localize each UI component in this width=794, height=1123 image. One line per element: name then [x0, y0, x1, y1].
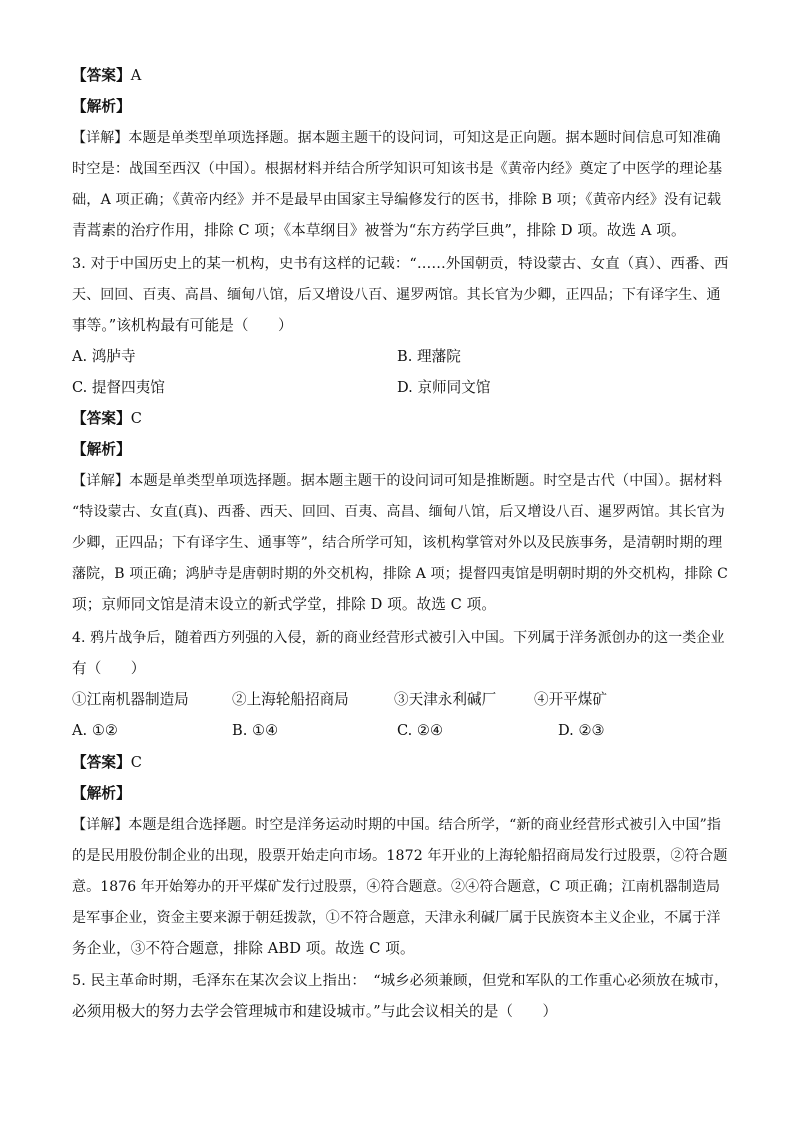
q4-detail-line: 【详解】本题是组合选择题。时空是洋务运动时期的中国。结合所学，“新的商业经营形式被引入中国”指 [72, 817, 722, 833]
q2-analysis-tag: 【解析】 [72, 98, 131, 115]
q2-answer-line [72, 66, 141, 86]
q2-detail-line: 础，A 项正确；《黄帝内经》并不是最早由国家主导编修发行的医书，排除 B 项；《黄帝内经》没有记载 [72, 192, 722, 208]
q4-detail-line: 是军事企业，资金主要来源于朝廷拨款，①不符合题意，天津永利碱厂属于民族资本主义企业，不属于洋 [72, 910, 721, 926]
q3-analysis-tag: 【解析】 [72, 441, 131, 458]
q3-detail-line: 藩院，B 项正确；鸿胪寺是唐朝时期的外交机构，排除 A 项；提督四夷馆是明朝时期的外交机构，排除 C [72, 566, 728, 582]
q3-option-c: C. 提督四夷馆 [72, 379, 165, 396]
q4-item-4: ④开平煤矿 [534, 691, 607, 708]
answer-value: A [130, 67, 142, 84]
answer-tag: 【答案】 [72, 754, 131, 771]
q4-option-b: B. ①④ [232, 722, 279, 739]
q4-item-1: ①江南机器制造局 [72, 691, 189, 708]
answer-tag: 【答案】 [72, 67, 131, 84]
q3-answer-line [72, 409, 142, 429]
q4-detail-line: 的是民用股份制企业的出现，股票开始走向市场。1872 年开业的上海轮船招商局发行过股票，②符合题 [72, 848, 728, 864]
q4-option-c: C. ②④ [397, 722, 444, 739]
q4-stem-line: 有（ ） [72, 660, 146, 677]
q3-option-b: B. 理藩院 [397, 348, 461, 365]
q3-option-d: D. 京师同文馆 [397, 379, 491, 396]
q5-stem-line: 必须用极大的努力去学会管理城市和建设城市。”与此会议相关的是（ ） [72, 1003, 558, 1020]
q4-option-a: A. ①② [72, 722, 118, 739]
q3-stem-line: 天、回回、百夷、高昌、缅甸八馆，后又增设八百、暹罗两馆。其长官为少卿，正四品；下有译字生、通 [72, 287, 721, 303]
q4-detail-line: 务企业，③不符合题意，排除 ABD 项。故选 C 项。 [72, 940, 415, 957]
q3-option-a: A. 鸿胪寺 [72, 348, 136, 365]
q2-detail-line: 青蒿素的治疗作用，排除 C 项；《本草纲目》被誉为“东方药学巨典”，排除 D 项。故选 A 项。 [72, 222, 686, 239]
q3-detail-line: 【详解】本题是单类型单项选择题。据本题主题干的设问词可知是推断题。时空是古代（中国）。据材料 [72, 473, 723, 489]
q4-analysis-tag: 【解析】 [72, 785, 131, 802]
q4-item-2: ②上海轮船招商局 [232, 691, 349, 708]
q4-item-3: ③天津永利碱厂 [394, 691, 497, 708]
q2-detail-line: 【详解】本题是单类型单项选择题。据本题主题干的设问词，可知这是正向题。据本题时间信息可知准确 [72, 130, 721, 146]
q4-stem-line: 4. 鸦片战争后，随着西方列强的入侵，新的商业经营形式被引入中国。下列属于洋务派创办的这一类企业 [72, 630, 725, 646]
answer-tag: 【答案】 [72, 410, 131, 427]
answer-value: C [130, 410, 143, 427]
q4-answer-line [72, 753, 142, 773]
answer-value: C [130, 754, 143, 771]
q2-detail-line: 时空是：战国至西汉（中国）。根据材料并结合所学知识可知该书是《黄帝内经》奠定了中医学的理论基 [72, 161, 723, 177]
q3-detail-line: “特设蒙古、女直(真)、西番、西天、回回、百夷、高昌、缅甸八馆，后又增设八百、暹罗两馆。其长官为 [72, 504, 725, 520]
q3-stem-line: 3. 对于中国历史上的某一机构，史书有这样的记载：“……外国朝贡，特设蒙古、女直（真）、西番、西 [72, 256, 729, 272]
q4-detail-line: 意。1876 年开始筹办的开平煤矿发行过股票，④符合题意。②④符合题意，C 项正确；江南机器制造局 [72, 879, 721, 895]
q3-detail-line: 少卿，正四品；下有译字生、通事等”，结合所学可知，该机构掌管对外以及民族事务，是清朝时期的理 [72, 535, 723, 551]
q5-stem-line: 5. 民主革命时期，毛泽东在某次会议上指出： “城乡必须兼顾，但党和军队的工作重心必须放在城市， [72, 973, 729, 989]
q3-detail-line: 项；京师同文馆是清末设立的新式学堂，排除 D 项。故选 C 项。 [72, 596, 497, 613]
q4-option-d: D. ②③ [558, 722, 605, 739]
q3-stem-line: 事等。”该机构最有可能是（ ） [72, 317, 293, 334]
